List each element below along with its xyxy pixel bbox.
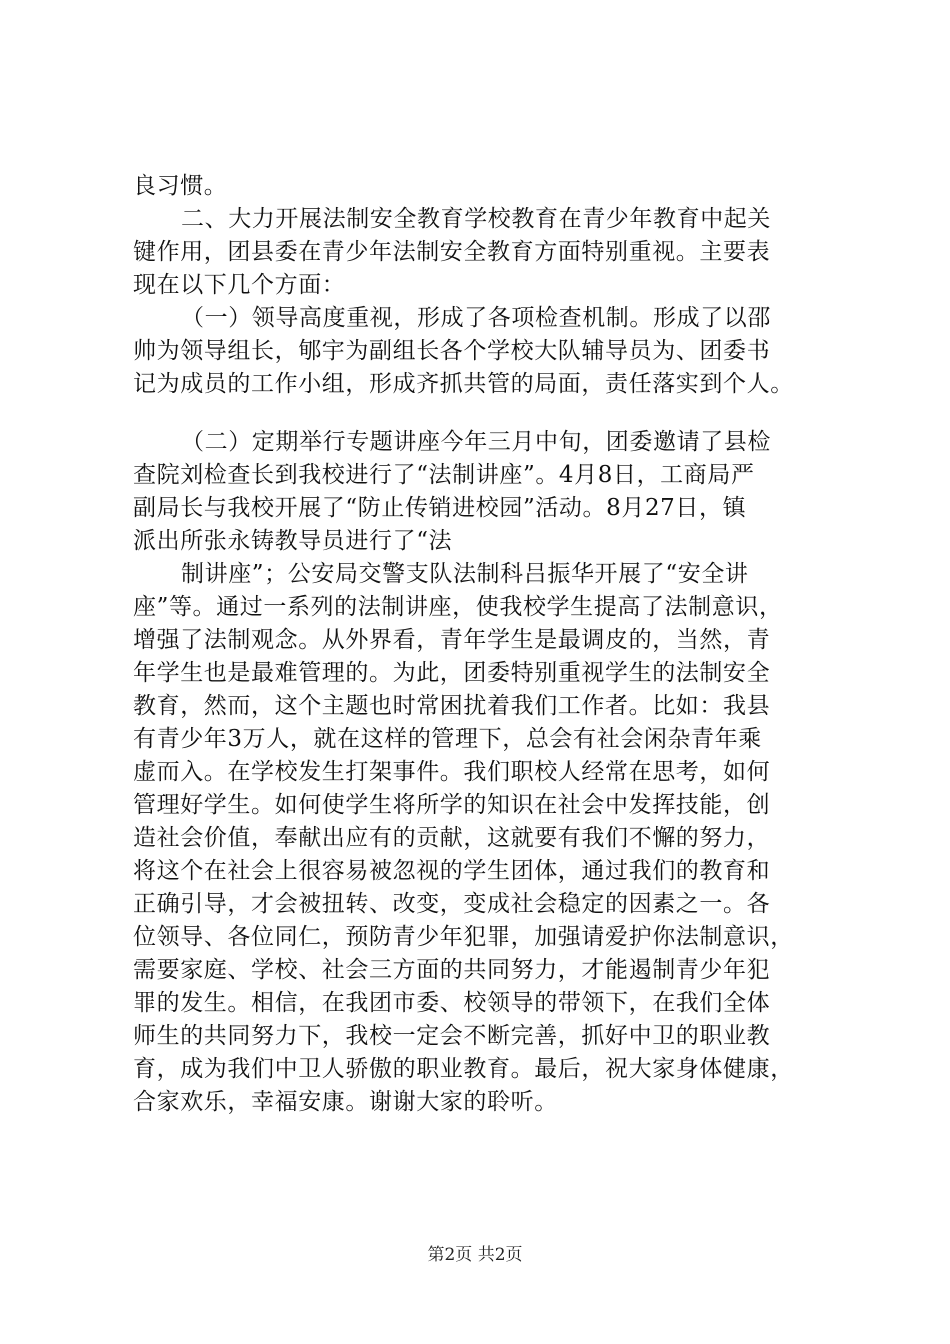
text-line: 罪的发生。相信，在我团市委、校领导的带领下，在我们全体	[133, 990, 771, 1016]
subsection-line: （二）定期举行专题讲座今年三月中旬，团委邀请了县检	[181, 429, 771, 455]
page-footer	[0, 1244, 950, 1266]
text-line: 虚而入。在学校发生打架事件。我们职校人经常在思考，如何	[133, 759, 771, 785]
text-line: 教育，然而，这个主题也时常困扰着我们工作者。比如：我县	[133, 693, 771, 719]
text-line: 造社会价值，奉献出应有的贡献，这就要有我们不懈的努力，	[133, 825, 771, 851]
text-line: 座”等。通过一系列的法制讲座，使我校学生提高了法制意识，	[133, 594, 783, 620]
text-line: 记为成员的工作小组，形成齐抓共管的局面，责任落实到个人。	[133, 371, 794, 397]
text-line: 师生的共同努力下，我校一定会不断完善，抓好中卫的职业教	[133, 1023, 771, 1049]
document-body	[133, 170, 853, 1119]
text-line: 位领导、各位同仁，预防青少年犯罪，加强请爱护你法制意识，	[133, 924, 794, 950]
text-line: 派出所张永铸教导员进行了“法	[133, 528, 453, 554]
text-line: 管理好学生。如何使学生将所学的知识在社会中发挥技能，创	[133, 792, 771, 818]
text-line: 将这个在社会上很容易被忽视的学生团体，通过我们的教育和	[133, 858, 771, 884]
text-line: 帅为领导组长，郇宇为副组长各个学校大队辅导员为、团委书	[133, 338, 771, 364]
text-line: 增强了法制观念。从外界看，青年学生是最调皮的，当然，青	[133, 627, 771, 653]
text-line: 副局长与我校开展了“防止传销进校园”活动。8月27日，镇	[133, 495, 747, 521]
text-line: 年学生也是最难管理的。为此，团委特别重视学生的法制安全	[133, 660, 771, 686]
section-heading-line: 二、大力开展法制安全教育学校教育在青少年教育中起关	[181, 206, 771, 232]
paragraph-gap	[133, 401, 853, 426]
text-line: 查院刘检查长到我校进行了“法制讲座”。4月8日，工商局严	[133, 462, 755, 488]
text-line: 育，成为我们中卫人骄傲的职业教育。最后，祝大家身体健康，	[133, 1056, 794, 1082]
text-line: 有青少年3万人，就在这样的管理下，总会有社会闲杂青年乘	[133, 726, 762, 752]
page-number: 第2页 共2页	[427, 1245, 523, 1265]
text-line: 合家欢乐，幸福安康。谢谢大家的聆听。	[133, 1089, 558, 1115]
text-line: 需要家庭、学校、社会三方面的共同努力，才能遏制青少年犯	[133, 957, 771, 983]
subsection-line: （一）领导高度重视，形成了各项检查机制。形成了以邵	[181, 305, 771, 331]
text-line: 良习惯。	[133, 173, 228, 199]
text-line: 制讲座”；公安局交警支队法制科吕振华开展了“安全讲	[181, 561, 749, 587]
text-line: 键作用，团县委在青少年法制安全教育方面特别重视。主要表	[133, 239, 771, 265]
text-line: 现在以下几个方面：	[133, 272, 346, 298]
text-line: 正确引导，才会被扭转、改变，变成社会稳定的因素之一。各	[133, 891, 771, 917]
